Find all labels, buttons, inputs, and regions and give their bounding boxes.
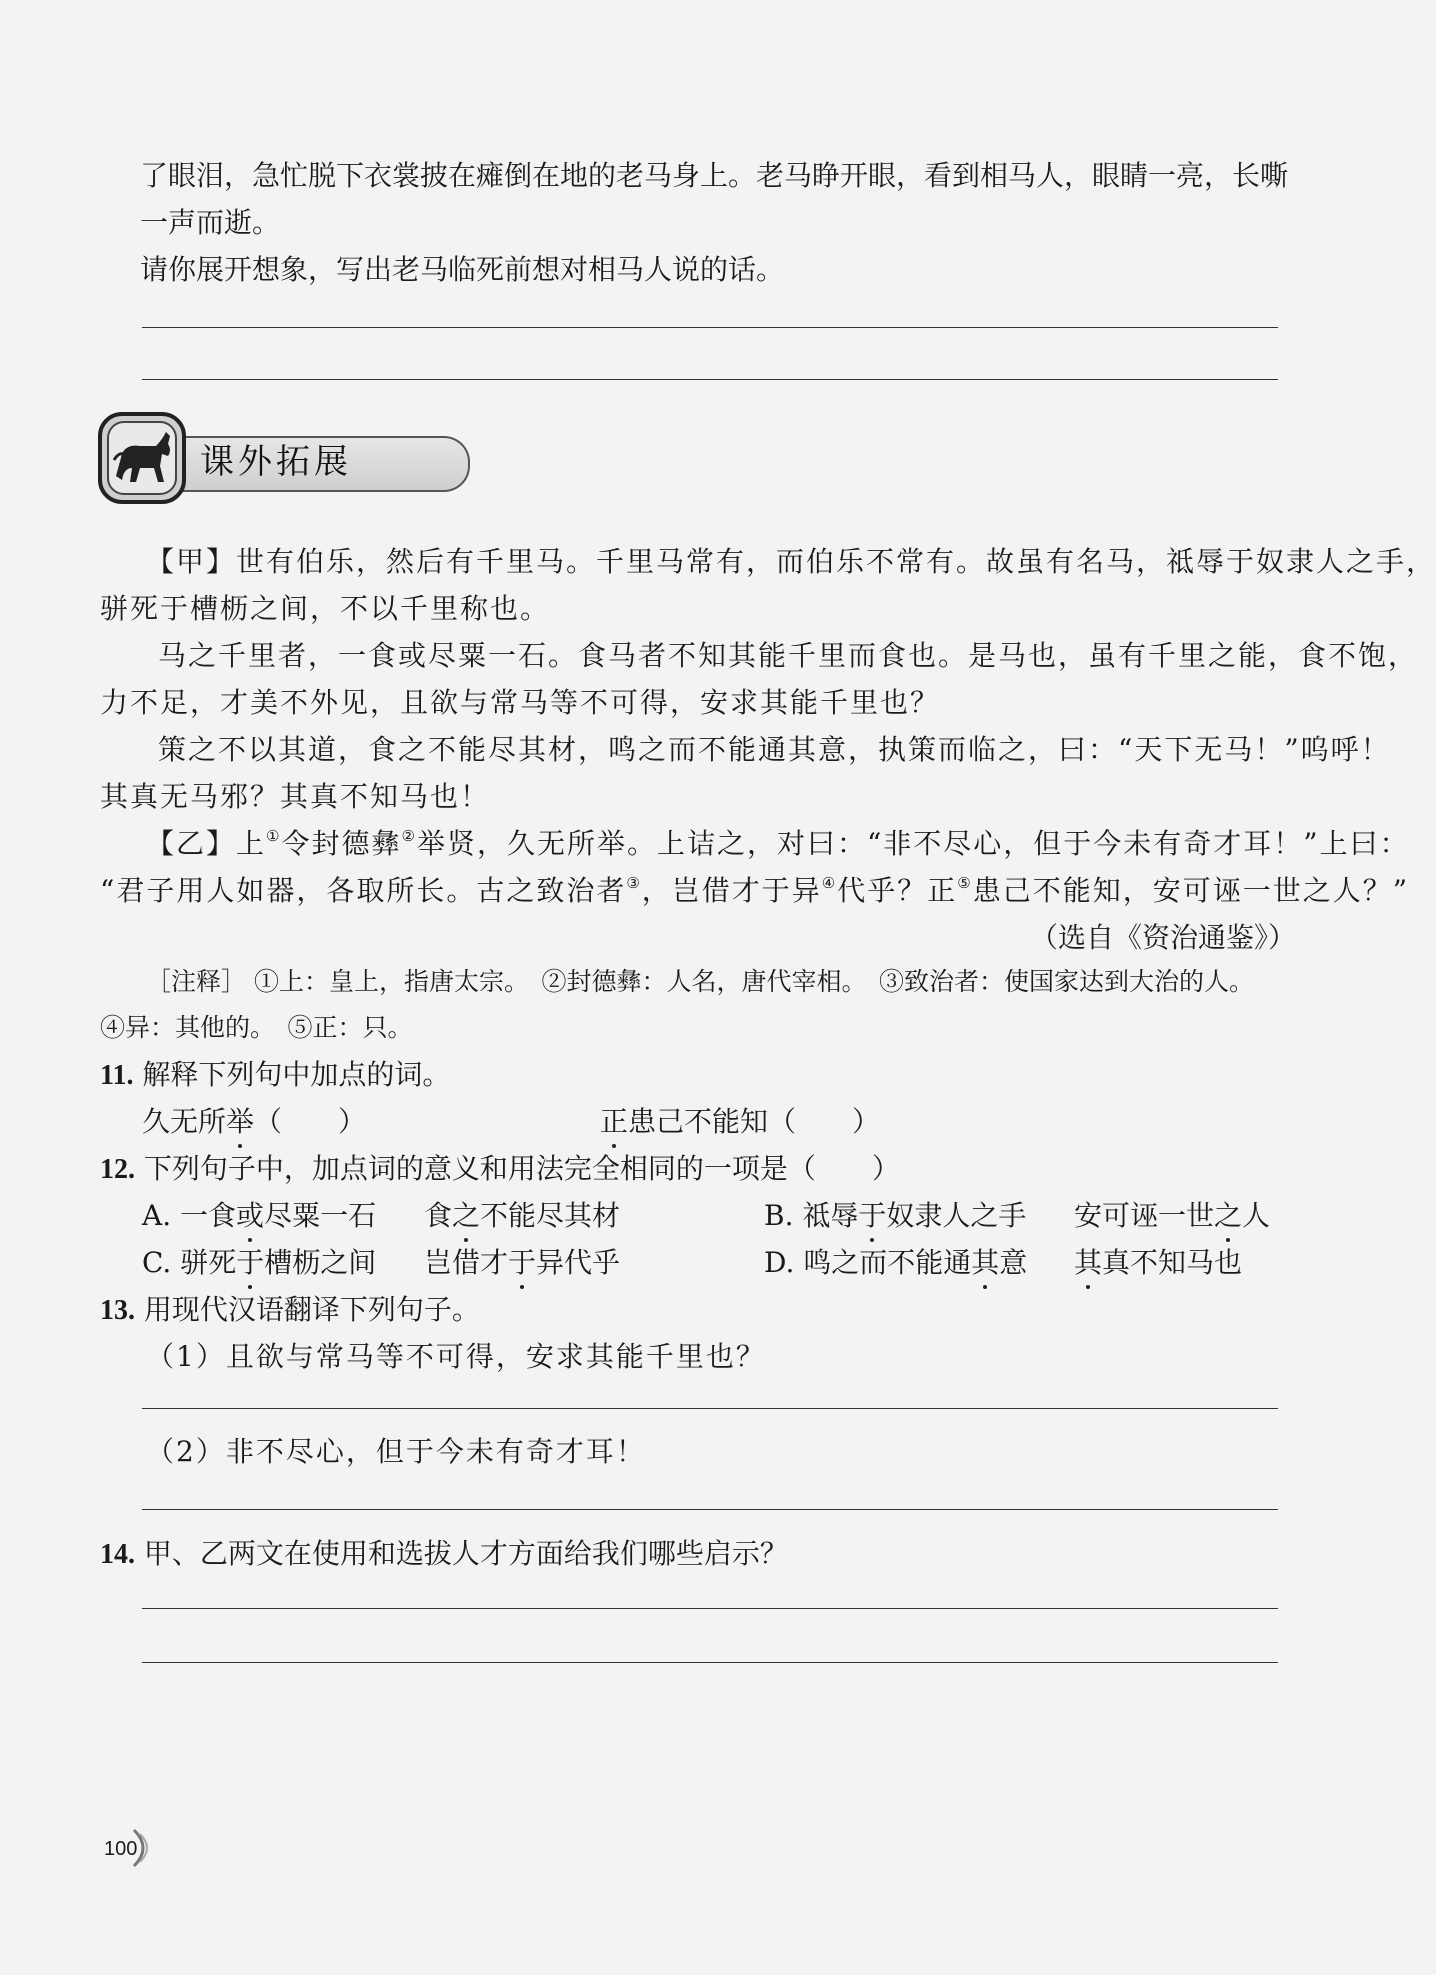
question-14	[100, 1534, 788, 1575]
option-text: 一食	[180, 1199, 237, 1232]
option-text: 祗辱	[802, 1199, 859, 1232]
answer-line[interactable]	[142, 1662, 1278, 1663]
option-text: 安可诬一世	[1074, 1199, 1215, 1232]
dotted-word: 其	[971, 1243, 999, 1283]
jia-paragraph-3-line-1: 策之不以其道，食之不能尽其材，鸣之而不能通其意，执策而临之，曰：“天下无马！”呜呼！	[158, 733, 1391, 766]
question-number: 13.	[100, 1295, 135, 1326]
q11-text: 患己不能知	[628, 1105, 769, 1138]
intro-line-1: 了眼泪，急忙脱下衣裳披在瘫倒在地的老马身上。老马睁开眼，看到相马人，眼睛一亮，长嘶	[140, 159, 1289, 192]
section-banner	[96, 410, 386, 510]
q13-sentence-2: （2）非不尽心，但于今未有奇才耳！	[146, 1435, 646, 1468]
dotted-word: 或	[236, 1196, 264, 1236]
question-11	[100, 1055, 450, 1096]
q13-sentence-1: （1）且欲与常马等不可得，安求其能千里也？	[146, 1340, 766, 1373]
question-number: 11.	[100, 1060, 134, 1091]
option-label: B.	[764, 1199, 794, 1232]
option-text: 意	[999, 1246, 1028, 1279]
option-text: 食	[424, 1199, 453, 1232]
question-number: 14.	[100, 1539, 135, 1570]
answer-line[interactable]	[142, 1408, 1278, 1409]
yi-text: 举贤，久无所举。上诘之，对曰：“非不尽心，但于今未有奇才耳！”上曰：	[416, 827, 1410, 860]
jia-paragraph-2-line-1: 马之千里者，一食或尽粟一石。食马者不知其能千里而食也。是马也，虽有千里之能，食不饱，	[158, 639, 1419, 672]
option-c[interactable]	[142, 1243, 376, 1283]
dotted-word: 于	[508, 1243, 536, 1283]
q11-text: 久无所	[142, 1105, 227, 1138]
answer-line[interactable]	[142, 1509, 1278, 1510]
dotted-word: 于	[858, 1196, 886, 1236]
question-13	[100, 1290, 480, 1331]
intro-line-2: 一声而逝。	[140, 206, 281, 239]
dotted-word: 之	[1214, 1196, 1242, 1236]
footnote-marker: ①	[266, 827, 282, 845]
jia-paragraph-1-line-2: 骈死于槽枥之间，不以千里称也。	[100, 592, 551, 625]
answer-blank[interactable]: （ ）	[768, 1105, 881, 1138]
question-text: 用现代汉语翻译下列句子。	[143, 1293, 480, 1326]
option-text: 异代乎	[536, 1246, 621, 1279]
jia-paragraph-1-line-1	[146, 542, 1436, 582]
option-label: A.	[142, 1199, 172, 1232]
horse-emblem-icon	[96, 410, 188, 506]
dotted-word: 于	[236, 1243, 264, 1283]
answer-line[interactable]	[142, 327, 1278, 328]
yi-text: “君子用人如器，各取所长。古之致治者	[100, 874, 627, 907]
option-d-second	[1074, 1243, 1242, 1283]
answer-line[interactable]	[142, 1608, 1278, 1609]
option-d[interactable]	[764, 1243, 1027, 1283]
yi-text: 代乎？正	[837, 874, 958, 907]
footnote-marker: ④	[821, 874, 838, 892]
notes-line-2: ④异：其他的。 ⑤正：只。	[100, 1013, 413, 1042]
option-b-second	[1074, 1196, 1270, 1236]
option-text: 人	[1242, 1199, 1271, 1232]
option-label: D.	[764, 1246, 795, 1279]
dotted-word: 其	[1074, 1243, 1102, 1283]
jia-text: 世有伯乐，然后有千里马。千里马常有，而伯乐不常有。故虽有名马，祗辱于奴隶人之手，	[236, 545, 1436, 578]
option-label: C.	[142, 1246, 172, 1279]
option-c-second	[424, 1243, 620, 1283]
dotted-word: 之	[452, 1196, 480, 1236]
option-text: 不能尽其材	[480, 1199, 621, 1232]
yi-line-2	[100, 871, 1409, 911]
footnote-marker: ⑤	[957, 874, 973, 892]
answer-line[interactable]	[142, 379, 1278, 380]
question-12	[100, 1149, 900, 1190]
option-b[interactable]	[764, 1196, 1026, 1236]
notes-line-1: ［注释］ ①上：皇上，指唐太宗。 ②封德彝：人名，唐代宰相。 ③致治者：使国家达到大治的人。	[146, 967, 1254, 996]
option-text: 骈死	[180, 1246, 237, 1279]
option-text: 槽枥之间	[264, 1246, 377, 1279]
option-a-second	[424, 1196, 620, 1236]
dotted-word: 举	[226, 1102, 254, 1142]
option-text: 岂借才	[424, 1246, 509, 1279]
option-text: 奴隶人之手	[886, 1199, 1027, 1232]
page-number: 100	[104, 1838, 138, 1860]
question-text: 下列句子中，加点词的意义和用法完全相同的一项是（ ）	[143, 1152, 900, 1185]
question-text: 解释下列句中加点的词。	[142, 1058, 451, 1091]
intro-prompt: 请你展开想象，写出老马临死前想对相马人说的话。	[140, 253, 785, 286]
yi-text: ，岂借才于异	[641, 874, 822, 907]
q11-item-b	[600, 1102, 880, 1142]
footnote-marker: ③	[626, 874, 642, 892]
question-text: 甲、乙两文在使用和选拔人才方面给我们哪些启示？	[143, 1537, 788, 1570]
yi-line-1	[146, 824, 1410, 864]
option-a[interactable]	[142, 1196, 376, 1236]
dotted-word: 正	[600, 1102, 628, 1142]
jia-label: 【甲】	[146, 545, 237, 578]
option-text: 鸣之而不能通	[803, 1246, 972, 1279]
q11-item-a	[142, 1102, 366, 1142]
jia-paragraph-2-line-2: 力不足，才美不外见，且欲与常马等不可得，安求其能千里也？	[100, 686, 941, 719]
option-text: 真不知马也	[1102, 1246, 1243, 1279]
yi-label: 【乙】	[146, 827, 237, 860]
question-number: 12.	[100, 1154, 135, 1185]
yi-text: 令封德彝	[281, 827, 402, 860]
yi-text: 上	[236, 827, 267, 860]
answer-blank[interactable]: （ ）	[254, 1105, 367, 1138]
section-title: 课外拓展	[200, 442, 352, 482]
jia-paragraph-3-line-2: 其真无马邪？其真不知马也！	[100, 780, 491, 813]
yi-text: 患己不能知，安可诬一世之人？”	[972, 874, 1410, 907]
source-citation: （选自《资治通鉴》）	[1030, 921, 1297, 954]
footnote-marker: ②	[401, 827, 417, 845]
option-text: 尽粟一石	[264, 1199, 377, 1232]
